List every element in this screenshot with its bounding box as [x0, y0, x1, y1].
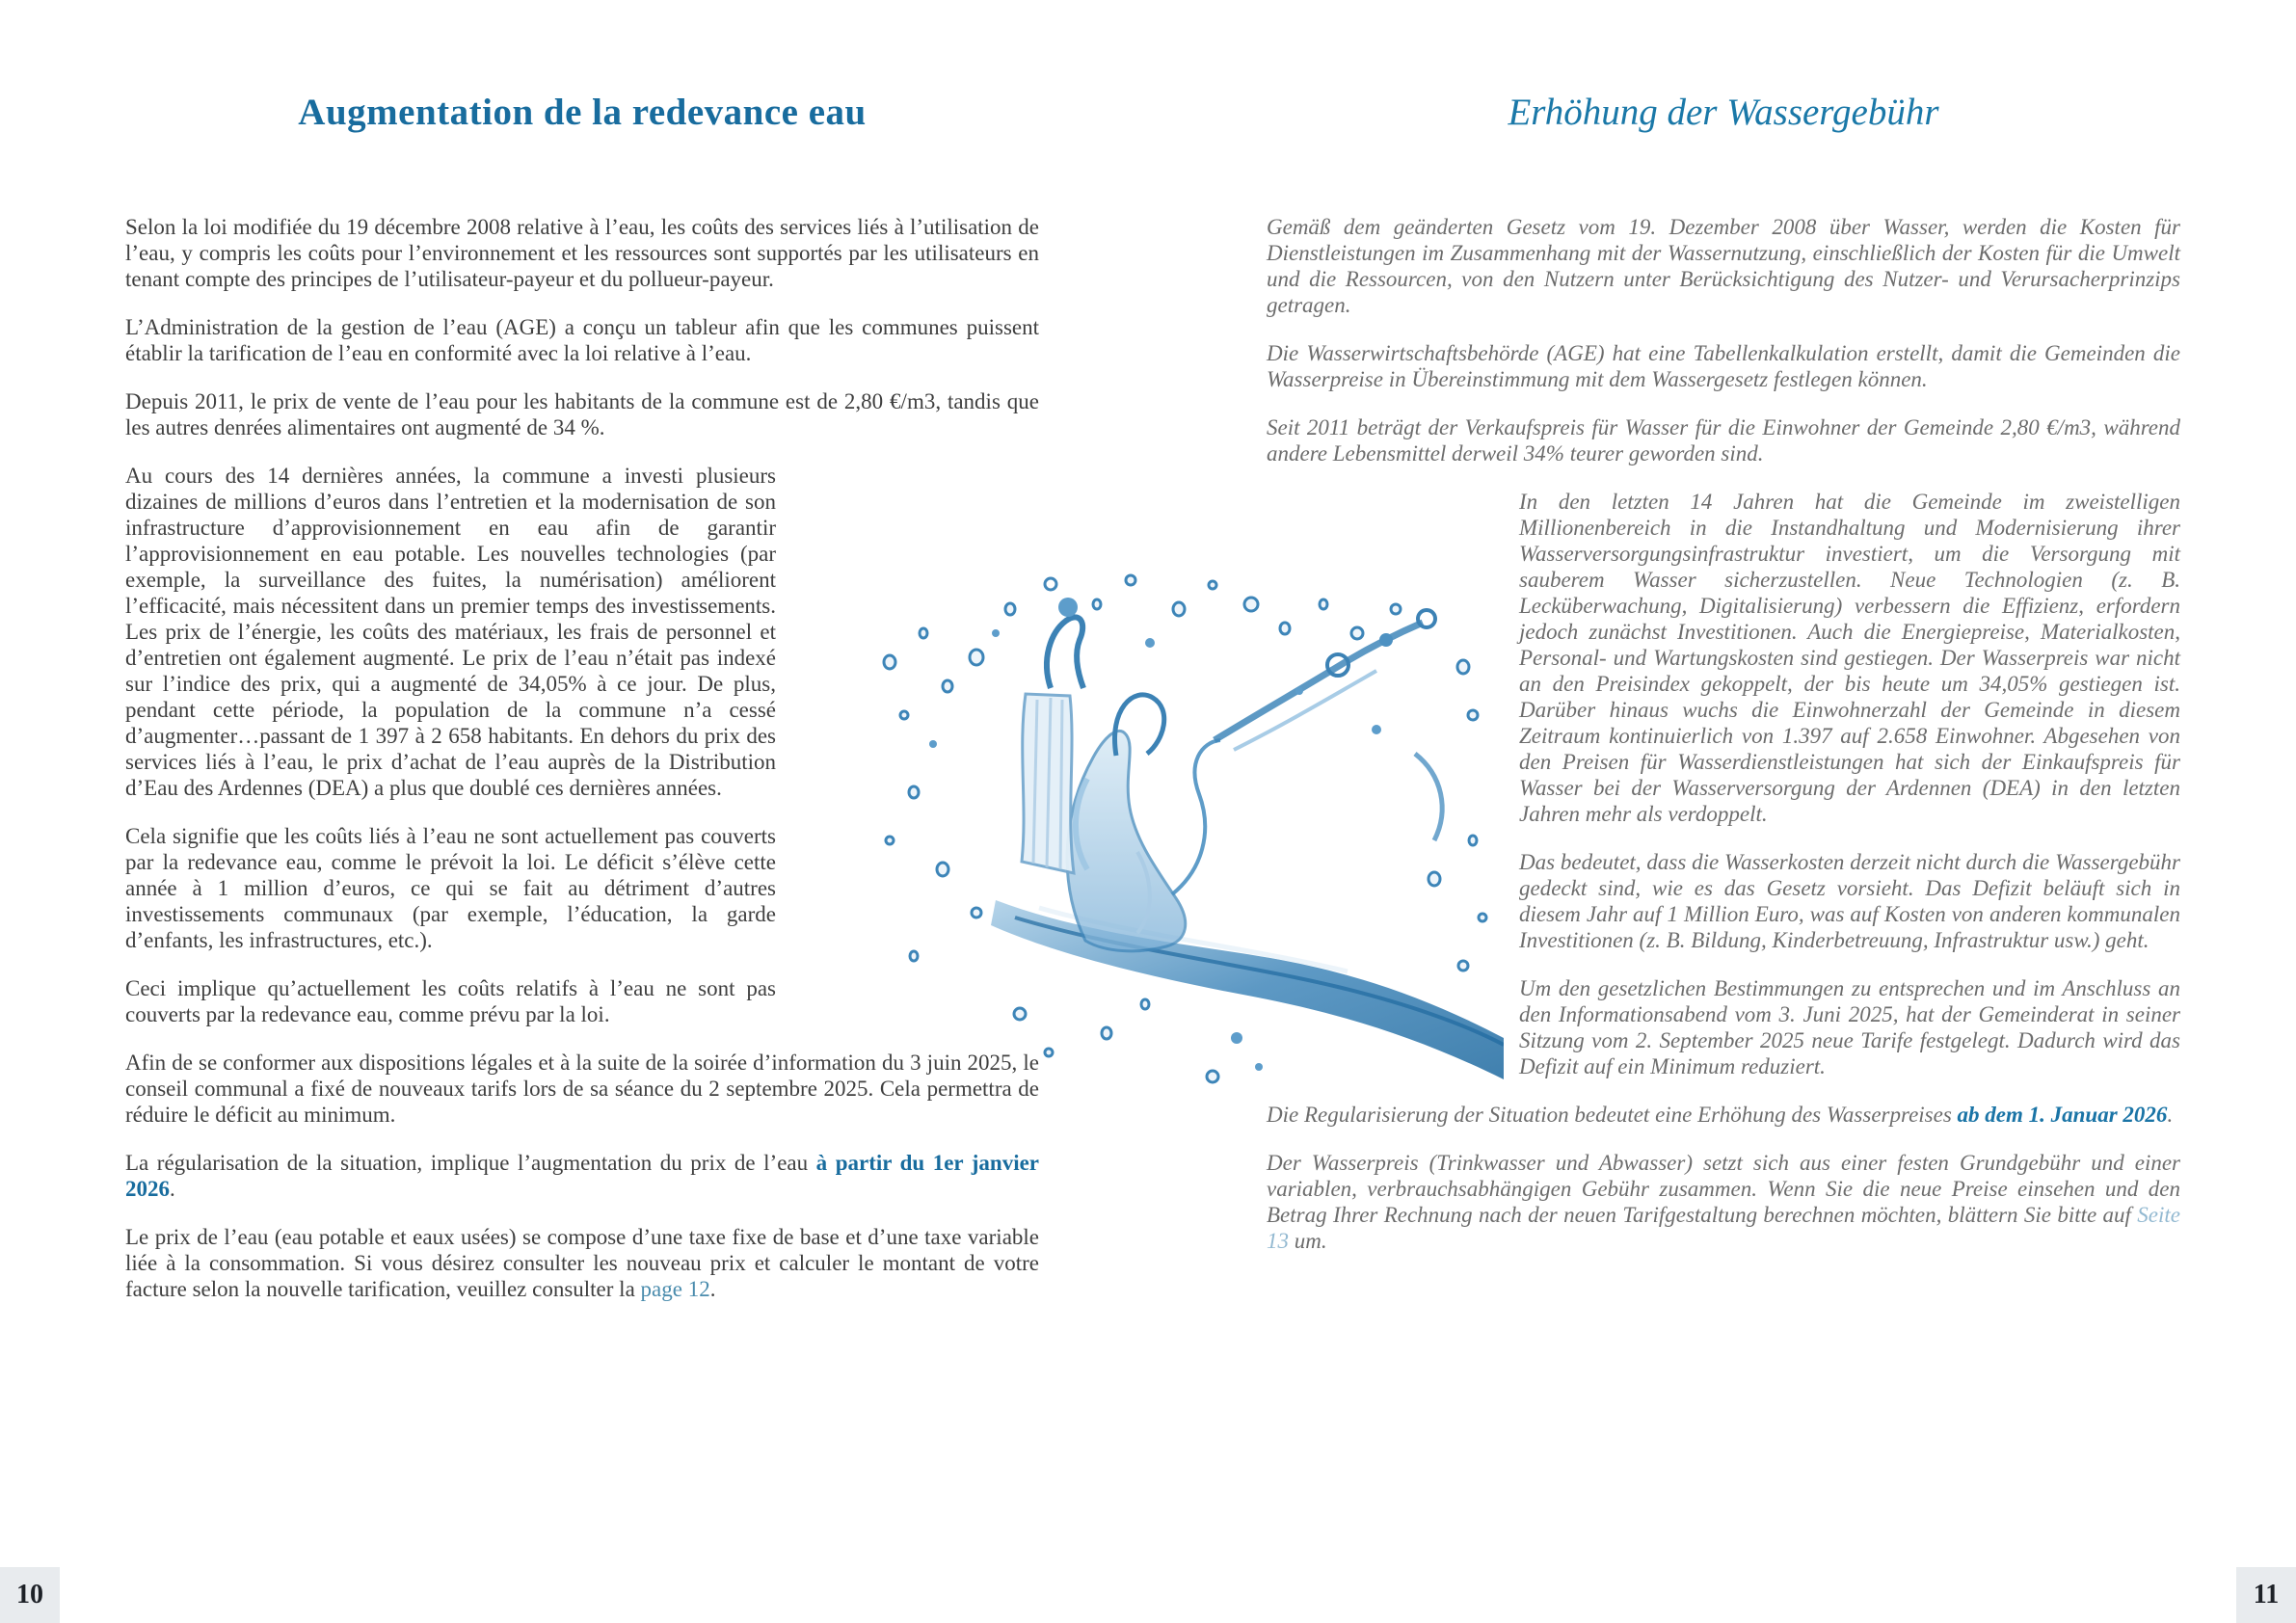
paragraph-fr-8-text: La régularisation de la situation, implique l’augmentation du prix de l’eau [125, 1151, 816, 1175]
page-12-link[interactable]: page 12 [640, 1277, 710, 1301]
paragraph-fr-2: L’Administration de la gestion de l’eau (AGE) a conçu un tableur afin que les communes puissent établir la tarification de l’eau en conformité avec la loi relative à l’eau. [125, 315, 1039, 365]
paragraph-de-8-end: um. [1289, 1229, 1327, 1253]
paragraph-fr-5: Cela signifie que les coûts liés à l’eau ne sont actuellement pas couverts par la redevance eau, comme le prévoit la loi. Le déficit s’élève cette année à 1 million d’euros, ce qui se fait au détriment d’autres investissements communaux (par exemple, l’éducation, la garde d’enfants, les infrastructures, etc.). [125, 824, 776, 952]
paragraph-de-8-text: Der Wasserpreis (Trinkwasser und Abwasser) setzt sich aus einer festen Grundgebühr und einer variablen, verbrauchsabhängigen Gebühr zusammen. Wenn Sie die neue Preise einsehen und den Betrag Ihrer Rechnung nach der neuen Tarifgestaltung berechnen möchten, blättern Sie bitte auf [1267, 1151, 2180, 1227]
paragraph-fr-9-end: . [709, 1277, 716, 1301]
paragraph-fr-8-end: . [170, 1177, 175, 1201]
paragraph-de-7-end: . [2167, 1103, 2174, 1127]
page-title-fr: Augmentation de la redevance eau [298, 92, 867, 133]
effective-date-highlight-de: ab dem 1. Januar 2026 [1957, 1103, 2168, 1127]
paragraph-de-5: Das bedeutet, dass die Wasserkosten derzeit nicht durch die Wassergebühr gedeckt sind, wie es das Gesetz vorsieht. Das Defizit beläuft sich in diesem Jahr auf 1 Million Euro, was auf Kosten von anderen kommunalen Investitionen (z. B. Bildung, Kinderbetreuung, Infrastruktur usw.) geht. [1519, 850, 2180, 952]
paragraph-fr-4-text: Au cours des 14 dernières années, la commune a investi plusieurs dizaines de millions d’euros dans l’entretien et la modernisation de son infrastructure d’approvisionnement en eau afin de garantir l’approvisionnement en eau potable. Les nouvelles technologies (par exemple, la surveillance des fuites, la numérisation) améliorent l’efficacité, mais nécessitent dans un premier temps des investissements. Les prix de l’énergie, les coûts des matériaux, les frais de personnel et d’entretien ont également augmenté. Le prix de l’eau n’était pas indexé sur l’indice des prix, qui a augmenté de 34,05% à ce jour. De plus, pendant cette période, la population de la commune n’a cessé d’augmenter…passant de 1 397 à 2 658 habitants. En dehors du prix des services liés à l’eau, le prix d’achat de l’eau auprès de la Distribution d’Eau des Ardennes (DEA) a plus que doublé ces dernières années. [125, 464, 776, 800]
page-number-right: 11 [2236, 1567, 2296, 1623]
paragraph-fr-3: Depuis 2011, le prix de vente de l’eau pour les habitants de la commune est de 2,80 €/m3, tandis que les autres denrées alimentaires ont augmenté de 34 %. [125, 389, 1039, 439]
seite-13-link[interactable]: Seite 13 [1267, 1203, 2180, 1253]
paragraph-fr-6: Ceci implique qu’actuellement les coûts relatifs à l’eau ne sont pas couverts par la redevance eau, comme prévu par la loi. [125, 976, 776, 1026]
paragraph-fr-7: Afin de se conformer aux dispositions légales et à la suite de la soirée d’information du 3 juin 2025, le conseil communal a fixé de nouveaux tarifs lors de sa séance du 2 septembre 2025. Cela permettra de réduire le déficit au minimum. [125, 1051, 1039, 1127]
paragraph-de-4-text: In den letzten 14 Jahren hat die Gemeinde im zweistelligen Millionenbereich in die Instandhaltung und Modernisierung ihrer Wasserversorgungsinfrastruktur investiert, um die Versorgung mit sauberem Wasser sicherzustellen. Neue Technologien (z. B. Lecküberwachung, Digitalisierung) verbessern die Effizienz, erfordern jedoch zunächst Investitionen. Auch die Energiepreise, Materialkosten, Personal- und Wartungskosten sind gestiegen. Der Wasserpreis war nicht an den Preisindex gekoppelt, der bis heute um 34,05% gestiegen ist. Darüber hinaus wuchs die Einwohnerzahl der Gemeinde in diesem Zeitraum kontinuierlich von 1.397 auf 2.658 Einwohner. Abgesehen von den Preisen für Wasserdienstleistungen hat sich der Einkaufspreis für Wasser bei der Wasserversorgung der Ardennen (DEA) in den letzten Jahren mehr als verdoppelt. [1519, 490, 2180, 826]
paragraph-de-3: Seit 2011 beträgt der Verkaufspreis für Wasser für die Einwohner der Gemeinde 2,80 €/m3, während andere Lebensmittel derweil 34% teurer geworden sind. [1267, 415, 2180, 466]
page-title-de: Erhöhung der Wassergebühr [1508, 92, 1939, 133]
paragraph-de-1: Gemäß dem geänderten Gesetz vom 19. Dezember 2008 über Wasser, werden die Kosten für Dienstleistungen im Zusammenhang mit der Wassernutzung, einschließlich der Kosten für die Umwelt und die Ressourcen, von den Nutzern unter Berücksichtigung des Nutzer- und Verursacherprinzips getragen. [1267, 215, 2180, 317]
water-splash-image [798, 551, 1504, 1122]
paragraph-fr-8 [125, 1150, 1039, 1202]
paragraph-de-6: Um den gesetzlichen Bestimmungen zu entsprechen und im Anschluss an den Informationsabend vom 3. Juni 2025, hat der Gemeinderat in seiner Sitzung vom 2. September 2025 neue Tarife festgelegt. Dadurch wird das Defizit auf ein Minimum reduziert. [1519, 976, 2180, 1078]
paragraph-fr-1: Selon la loi modifiée du 19 décembre 2008 relative à l’eau, les coûts des services liés à l’utilisation de l’eau, y compris les coûts pour l’environnement et les ressources sont supportés par les utilisateurs en tenant compte des principes de l’utilisateur-payeur et du pollueur-payeur. [125, 215, 1039, 291]
paragraph-fr-9 [125, 1224, 1039, 1302]
paragraph-de-7-text: Die Regularisierung der Situation bedeutet eine Erhöhung des Wasserpreises [1267, 1103, 1958, 1127]
page-number-left: 10 [0, 1567, 60, 1623]
effective-date-highlight-fr: à partir du 1er janvier 2026 [125, 1151, 1039, 1201]
paragraph-de-2: Die Wasserwirtschaftsbehörde (AGE) hat eine Tabellenkalkulation erstellt, damit die Gemeinden die Wasserpreise in Übereinstimmung mit dem Wassergesetz festlegen können. [1267, 341, 2180, 391]
paragraph-de-8 [1267, 1150, 2180, 1254]
paragraph-fr-9-text: Le prix de l’eau (eau potable et eaux usées) se compose d’une taxe fixe de base et d’une taxe variable liée à la consommation. Si vous désirez consulter les nouveau prix et calculer le montant de votre facture selon la nouvelle tarification, veuillez consulter la [125, 1225, 1039, 1301]
